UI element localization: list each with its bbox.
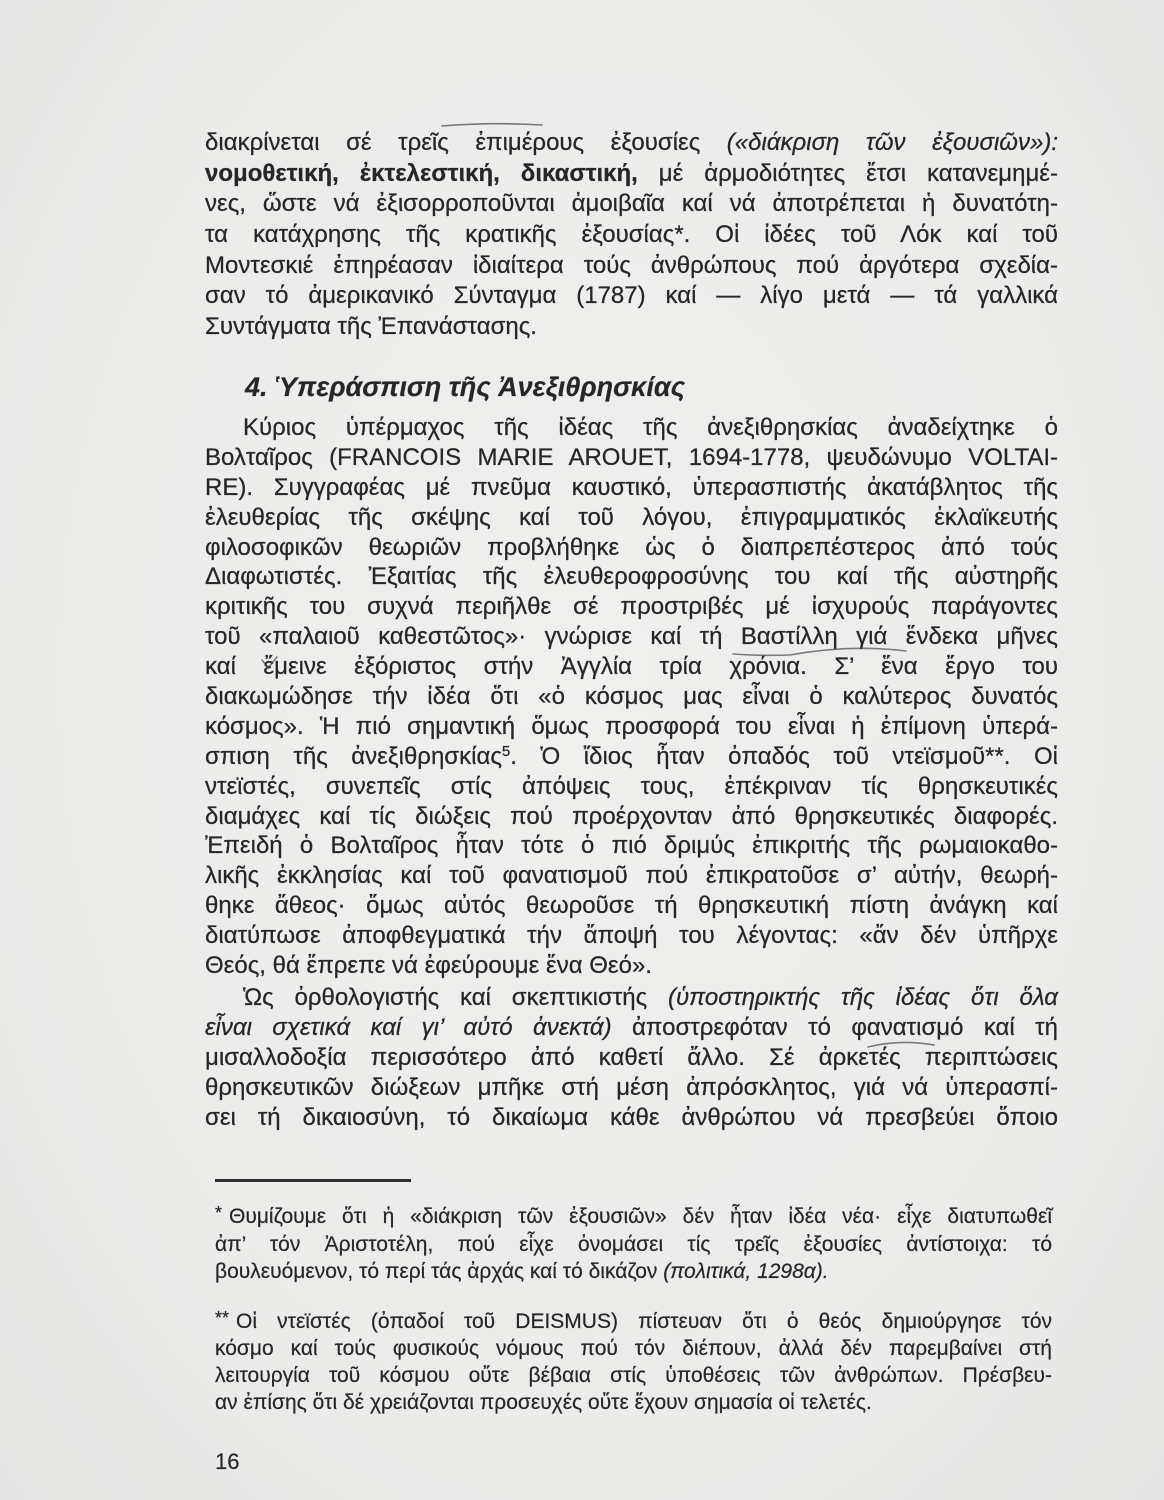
text-run: Ὡς ὀρθολογιστής καί σκεπτικιστής — [243, 984, 668, 1011]
text-line: Κύριος ὑπέρμαχος τῆς ἰδέας τῆς ἀνεξιθρησκίας ἀναδείχτηκε ὁ — [243, 414, 1058, 441]
text-line — [215, 1258, 1052, 1286]
text-line: αν ἐπίσης ὅτι δέ χρειάζονται προσευχές οὔτε ἔχουν σημασία οἱ τελετές. — [215, 1391, 872, 1414]
text-line: φιλοσοφικῶν θεωριῶν προβλήθηκε ὡς ὁ διαπρεπέστερος ἀπό τούς — [205, 533, 1058, 561]
text-line: τα κατάχρησης τῆς κρατικῆς ἐξουσίας*. Οἱ ἰδέες τοῦ Λόκ καί τοῦ — [205, 220, 1058, 248]
text-line: τοῦ «παλαιοῦ καθεστῶτος»· γνώρισε καί τή Βαστίλλη γιά ἕνδεκα μῆνες — [205, 623, 1058, 651]
text-line: Ἐπειδή ὁ Βολταῖρος ἦταν τότε ὁ πιό δριμύς ἐπικριτής τῆς ρωμαιοκαθο- — [205, 832, 1058, 860]
intro-paragraph — [205, 128, 1058, 343]
text-line: κριτικῆς του συχνά περιῆλθε σέ προστριβές μέ ἰσχυρούς παράγοντες — [205, 593, 1058, 621]
italic-text-run: (πολιτικά, 1298α). — [663, 1260, 829, 1283]
text-run: βουλευόμενον, τό περί τάς ἀρχάς καί τό δικάζον — [215, 1260, 664, 1283]
text-run: διακρίνεται σέ τρεῖς ἐπιμέρους ἐξουσίες — [205, 129, 727, 156]
page-number: 16 — [215, 1449, 240, 1474]
footnote — [215, 1203, 1052, 1286]
text-line: Βολταῖρος (FRANCOIS MARIE AROUET, 1694-1778, ψευδώνυμο VOLTAI- — [205, 443, 1058, 471]
italic-text-run: («διάκριση τῶν ἐξουσιῶν»): — [726, 129, 1058, 156]
footnote — [215, 1308, 1052, 1416]
text-line: λικῆς ἐκκλησίας καί τοῦ φανατισμοῦ πού ἐπικρατοῦσε σ’ αὐτήν, θεωρή- — [205, 862, 1058, 890]
text-line: κόσμος». Ἡ πιό σημαντική ὅμως προσφορά του εἶναι ἡ ἐπίμονη ὑπερά- — [205, 712, 1058, 740]
text-line: διατύπωσε ἀποφθεγματικά τήν ἄποψή του λέγοντας: «ἄν δέν ὑπῆρχε — [205, 922, 1058, 950]
text-line — [205, 159, 1058, 190]
text-line: νες, ὥστε νά ἐξισορροποῦνται ἀμοιβαῖα καί νά ἀποτρέπεται ἡ δυνατότη- — [205, 190, 1058, 218]
text-line: Θεός, θά ἔπρεπε νά ἐφεύρουμε ἕνα Θεό». — [205, 952, 652, 980]
text-run: . Ὁ ἴδιος ἦταν ὀπαδός τοῦ ντεϊσμοῦ**. Οἱ — [510, 742, 1058, 770]
text-line: Διαφωτιστές. Ἐξαιτίας τῆς ἐλευθεροφροσύνης του καί τῆς αὐστηρῆς — [205, 563, 1058, 591]
text-line: ντεϊστές, συνεπεῖς στίς ἀπόψεις τους, ἐπέκριναν τίς θρησκευτικές — [205, 772, 1058, 800]
text-line: διαμάχες καί τίς διώξεις πού προέρχονταν ἀπό θρησκευτικές διαφορές. — [205, 802, 1058, 830]
text-line: RE). Συγγραφέας μέ πνεῦμα καυστικό, ὑπερασπιστής ἀκατάβλητος τῆς — [205, 473, 1058, 501]
bold-text-run: νομοθετική, ἐκτελεστική, δικαστική, — [205, 159, 638, 187]
text-line — [205, 983, 1058, 1013]
paragraph — [205, 413, 1058, 981]
text-line: ἐλευθερίας τῆς σκέψης καί τοῦ λόγου, ἐπιγραμματικός ἐκλαϊκευτής — [205, 503, 1058, 531]
text-line — [205, 742, 1058, 772]
text-line — [205, 1013, 1058, 1043]
italic-text-run: (ὑποστηρικτής τῆς ἰδέας ὅτι ὅλα — [667, 984, 1058, 1011]
text-line — [205, 128, 1058, 159]
text-run: μέ ἁρμοδιότητες ἔτσι κατανεμημέ- — [637, 159, 1058, 187]
text-line: διακωμώδησε τήν ἰδέα ὅτι «ὁ κόσμος μας εἶναι ὁ καλύτερος δυνατός — [205, 683, 1058, 711]
text-run: σπιση τῆς ἀνεξιθρησκίας — [205, 742, 502, 770]
text-line — [215, 1308, 1052, 1335]
text-line: μισαλλοδοξία περισσότερο ἀπό καθετί ἄλλο. Σέ ἀρκετές περιπτώσεις — [205, 1044, 1058, 1071]
text-run: Οἱ ντεϊστές (ὀπαδοί τοῦ DEISMUS) πίστευαν ὅτι ὁ θεός δημιούργησε τόν — [236, 1310, 1052, 1333]
text-line: Μοντεσκιέ ἐπηρέασαν ἰδιαίτερα τούς ἀνθρώπους πού ἀργότερα σχεδία- — [205, 251, 1058, 279]
text-line: λειτουργία τοῦ κόσμου οὔτε βέβαια στίς ὑποθέσεις τῶν ἀνθρώπων. Πρέσβευ- — [215, 1364, 1052, 1387]
footnote-marker: * — [215, 1202, 223, 1223]
section-heading: 4. Ὑπεράσπιση τῆς Ἀνεξιθρησκίας — [245, 372, 685, 402]
text-line: θηκε ἄθεος· ὅμως αὐτός θεωροῦσε τή θρησκευτική πίστη ἀνάγκη καί — [205, 892, 1058, 920]
text-run: ἀποστρεφόταν τό φανατισμό καί τή — [611, 1014, 1058, 1041]
footnote-marker: ** — [215, 1307, 230, 1328]
footnote-reference: 5 — [501, 743, 511, 761]
text-line: κόσμο καί τούς φυσικούς νόμους πού τόν διέπουν, ἀλλά δέν παρεμβαίνει στή — [215, 1337, 1052, 1360]
text-line: καί ἔμεινε ἐξόριστος στήν Ἀγγλία τρία χρόνια. Σ’ ἕνα ἔργο του — [205, 653, 1058, 681]
text-line: Συντάγματα τῆς Ἐπανάστασης. — [205, 312, 537, 340]
footnote-rule — [215, 1179, 411, 1182]
text-line — [215, 1203, 1052, 1231]
text-run: Θυμίζουμε ὅτι ἡ «διάκριση τῶν ἐξουσιῶν» δέν ἦταν ἰδέα νέα· εἶχε διατυπωθεῖ — [229, 1205, 1052, 1228]
text-line: ἀπ’ τόν Ἀριστοτέλη, πού εἶχε ὀνομάσει τίς τρεῖς ἐξουσίες ἀντίστοιχα: τό — [215, 1232, 1052, 1256]
text-line: θρησκευτικῶν διώξεων μπῆκε στή μέση ἀπρόσκλητος, γιά νά ὑπερασπί- — [205, 1074, 1058, 1101]
italic-text-run: εἶναι σχετικά καί γι’ αὐτό ἀνεκτά) — [205, 1014, 612, 1041]
pen-overline — [442, 124, 542, 126]
paragraph — [205, 983, 1058, 1133]
text-line: σαν τό ἀμερικανικό Σύνταγμα (1787) καί — λίγο μετά — τά γαλλικά — [205, 282, 1058, 310]
text-line: σει τή δικαιοσύνη, τό δικαίωμα κάθε ἀνθρώπου νά πρεσβεύει ὅποιο — [205, 1104, 1058, 1131]
